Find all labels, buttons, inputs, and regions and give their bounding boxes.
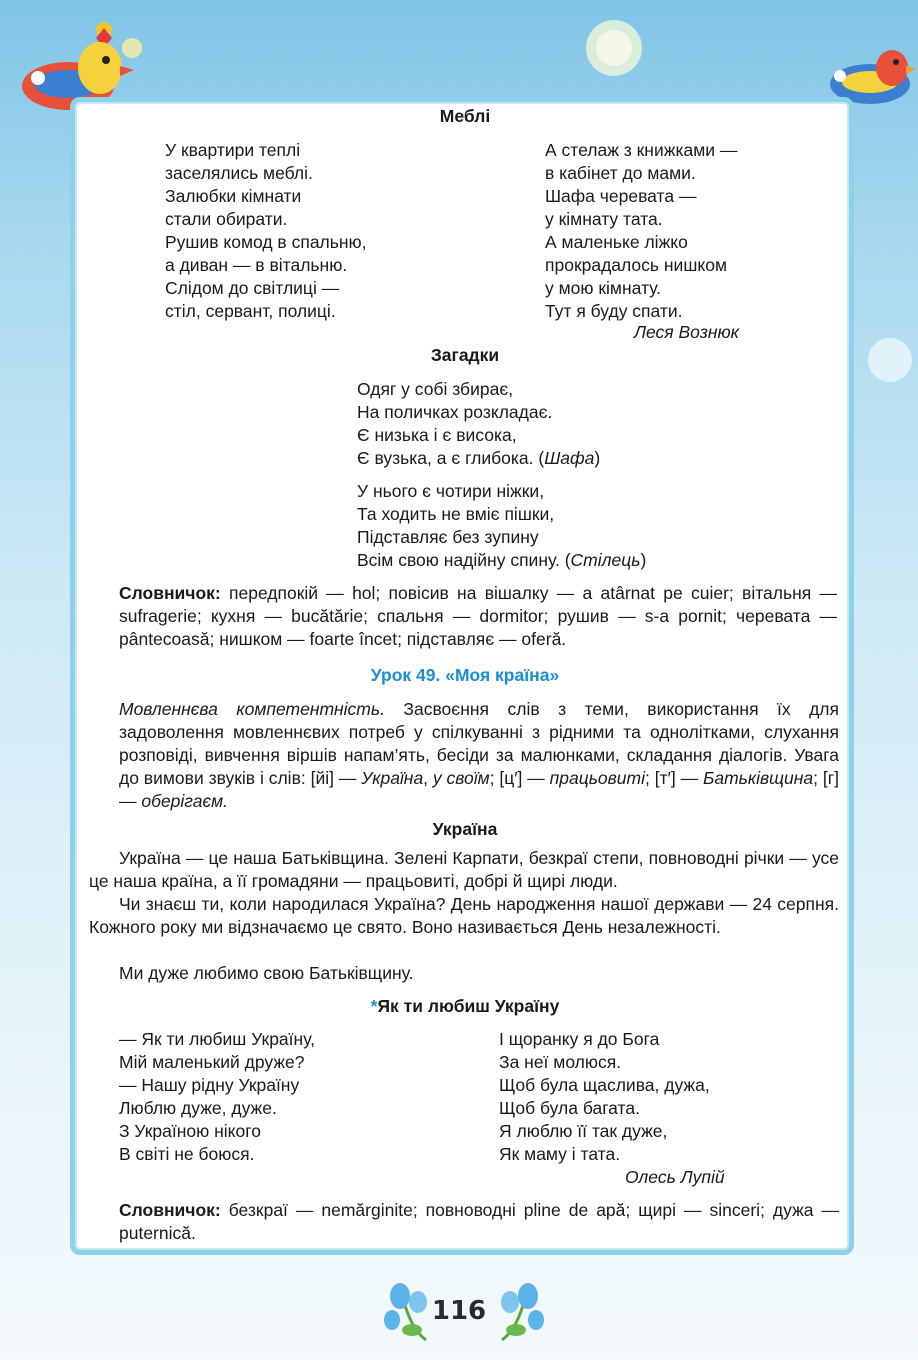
riddle-2-answer: Стілець [570, 550, 641, 570]
poem-line: У квартири теплі [165, 140, 301, 160]
poem-line: А стелаж з книжками — [545, 140, 738, 160]
poem2-line: З Україною нікого [119, 1121, 261, 1141]
poem-line: у кімнату тата. [545, 209, 663, 229]
poem-line: а диван — в вітальню. [165, 255, 348, 275]
riddles-title: Загадки [430, 345, 500, 365]
poem2-line: Люблю дуже, дуже. [119, 1098, 277, 1118]
poem2-title-line: *Як ти любиш Україну [370, 996, 560, 1016]
riddle-line: Підставляє без зупину [357, 527, 539, 547]
poem-line: в кабінет до мами. [545, 163, 696, 183]
riddle-line: Є низька і є висока, [357, 425, 517, 445]
ukraine-title: Україна [432, 819, 498, 839]
vocabulary-1: Словничок: передпокій — hol; повісив на вішалку — a atârnat pe cuier; вітальня — sufragerie; кухня — bucătărie; спальня — dormitor; рушив — s-a pornit; черевата — pântecoasă; нишком — foarte încet; підставляє — oferă. [119, 583, 837, 649]
sun-decoration [582, 16, 646, 80]
poem-line: Шафа черевата — [545, 186, 697, 206]
ukraine-paragraph-3: Ми дуже любимо свою Батьківщину. [119, 963, 414, 983]
riddle-line: Та ходить не вміє пішки, [357, 504, 555, 524]
poem-line: стіл, сервант, полиці. [165, 301, 336, 321]
poem-line: А маленьке ліжко [545, 232, 688, 252]
poem2-line: Щоб була щаслива, дужа, [499, 1075, 710, 1095]
riddle-1-answer: Шафа [544, 448, 595, 468]
riddle-line: У нього є чотири ніжки, [357, 481, 545, 501]
poem-line: прокрадалось нишком [545, 255, 727, 275]
poem-line: у мою кімнату. [545, 278, 662, 298]
vocabulary-2: Словничок: безкраї — nemărginite; повноводні pline de apă; щирі — sinceri; дужа — puternică. [119, 1200, 839, 1243]
lesson-title: Урок 49. «Моя країна» [370, 665, 560, 685]
lesson-description: Мовленнєва компетентність. Засвоєння слів з теми, використання їх для задоволення мовленнєвих потреб у спілкуванні з рідними та однолітками, слухання розповіді, вивчення віршів напам’ять, бесіди за малюнками, складання діалогів. Увага до вимови звуків і слів: [йі] — Україна, у своїм; [ц′] — працьовиті; [т′] — Батьківщина; [г] — оберігаєм. [119, 699, 839, 811]
riddle-line: На поличках розкладає. [357, 402, 553, 422]
ukraine-paragraph-1: Україна — це наша Батьківщина. Зелені Карпати, безкраї степи, повноводні річки — усе це наша країна, а її громадяни — працьовиті, добрі й щирі люди. [89, 848, 839, 891]
poem-title: Меблі [439, 106, 491, 126]
asterisk-mark: * [370, 996, 378, 1016]
poem-line: Слідом до світлиці — [165, 278, 340, 298]
poem-author: Леся Вознюк [634, 322, 739, 342]
poem2-line: — Як ти любиш Україну, [119, 1029, 316, 1049]
page-number: 116 [431, 1296, 487, 1326]
poem2-line: І щоранку я до Бога [499, 1029, 660, 1049]
riddle-1-last-line: Є вузька, а є глибока. (Шафа) [357, 448, 601, 468]
riddle-line: Одяг у собі збирає, [357, 379, 514, 399]
poem-line: Рушив комод в спальню, [165, 232, 367, 252]
poem-line: Залюбки кімнати [165, 186, 302, 206]
poem2-author: Олесь Лупій [625, 1167, 725, 1187]
ukraine-paragraph-2: Чи знаєш ти, коли народилася Україна? День народження нашої держави — 24 серпня. Кожного року ми відзначаємо це свято. Воно називається День незалежності. [89, 894, 839, 937]
flower-ornament-right-icon [490, 1280, 550, 1348]
poem2-line: В світі не боюся. [119, 1144, 255, 1164]
poem2-line: За неї молюся. [499, 1052, 622, 1072]
poem2-line: Як маму і тата. [499, 1144, 621, 1164]
riddle-2-last-line: Всім свою надійну спину. (Стілець) [357, 550, 647, 570]
poem2-line: Я люблю її так дуже, [499, 1121, 668, 1141]
poem2-line: — Нашу рідну Україну [119, 1075, 300, 1095]
poem2-line: Мій маленький друже? [119, 1052, 305, 1072]
poem-line: стали обирати. [165, 209, 288, 229]
poem-line: заселялись меблі. [165, 163, 313, 183]
poem2-line: Щоб була багата. [499, 1098, 640, 1118]
poem-line: Тут я буду спати. [545, 301, 683, 321]
